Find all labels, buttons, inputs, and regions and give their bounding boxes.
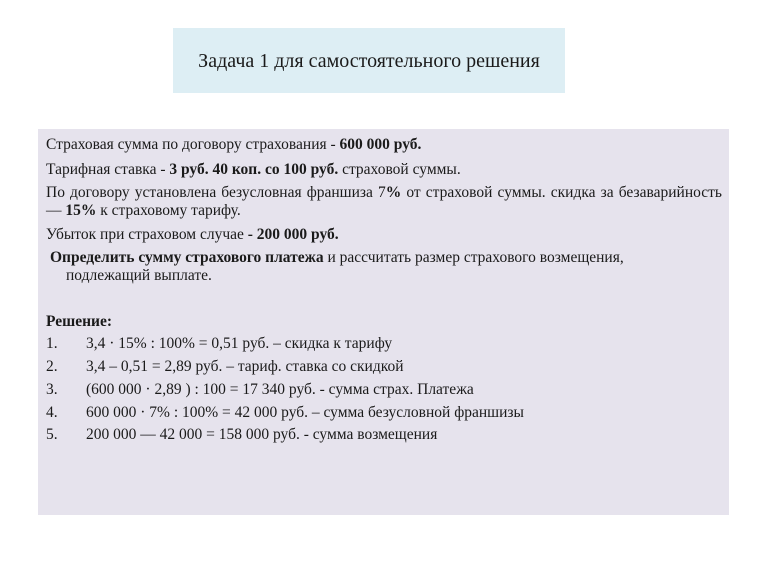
loss-label: Убыток при страховом случае [46,226,248,243]
tariff-rate-line [46,161,722,179]
franchise-text-1: По договору установлена безусловная франшиза 7 [46,184,386,201]
insured-sum-label: Страховая сумма по договору страхования - [46,136,340,153]
title-box [173,28,565,93]
discount-percent: 15% [65,202,97,219]
loss-line [46,226,722,244]
task-line-1 [50,249,726,267]
franchise-text-2: от страховой суммы. скидка за безаварийность — [46,184,722,219]
step-text: 200 000 — 42 000 = 158 000 руб. - сумма возмещения [86,426,438,443]
step-number: 3. [46,381,58,398]
step-text: 3,4 · 15% : 100% = 0,51 руб. – скидка к тарифу [86,335,393,352]
franchise-line [46,184,722,220]
insured-sum-line [46,136,722,154]
task-bold: Определить сумму страхового платежа [50,249,324,266]
franchise-percent: % [385,184,402,201]
content-box [38,129,729,515]
tariff-rate-value: 3 руб. 40 коп. со 100 руб. [169,161,339,178]
step-text: 3,4 – 0,51 = 2,89 руб. – тариф. ставка со скидкой [86,358,404,375]
tariff-rate-label: Тарифная ставка - [46,161,170,178]
task-text-2: подлежащий выплате. [66,267,212,284]
loss-value: - 200 000 руб. [247,226,339,243]
step-number: 5. [46,426,58,443]
step-number: 2. [46,358,58,375]
step-text: (600 000 · 2,89 ) : 100 = 17 340 руб. - сумма страх. Платежа [86,381,474,398]
tariff-rate-suffix: страховой суммы. [338,161,461,178]
step-text: 600 000 · 7% : 100% = 42 000 руб. – сумма безусловной франшизы [86,404,524,421]
slide-title: Задача 1 для самостоятельного решения [198,49,540,72]
task-line-2 [66,267,742,285]
franchise-text-3: к страховому тарифу. [96,202,241,219]
insured-sum-value: 600 000 руб. [339,136,422,153]
step-number: 4. [46,404,58,421]
step-number: 1. [46,335,58,352]
solution-heading: Решение: [46,313,113,330]
task-text: и рассчитать размер страхового возмещения, [323,249,624,266]
